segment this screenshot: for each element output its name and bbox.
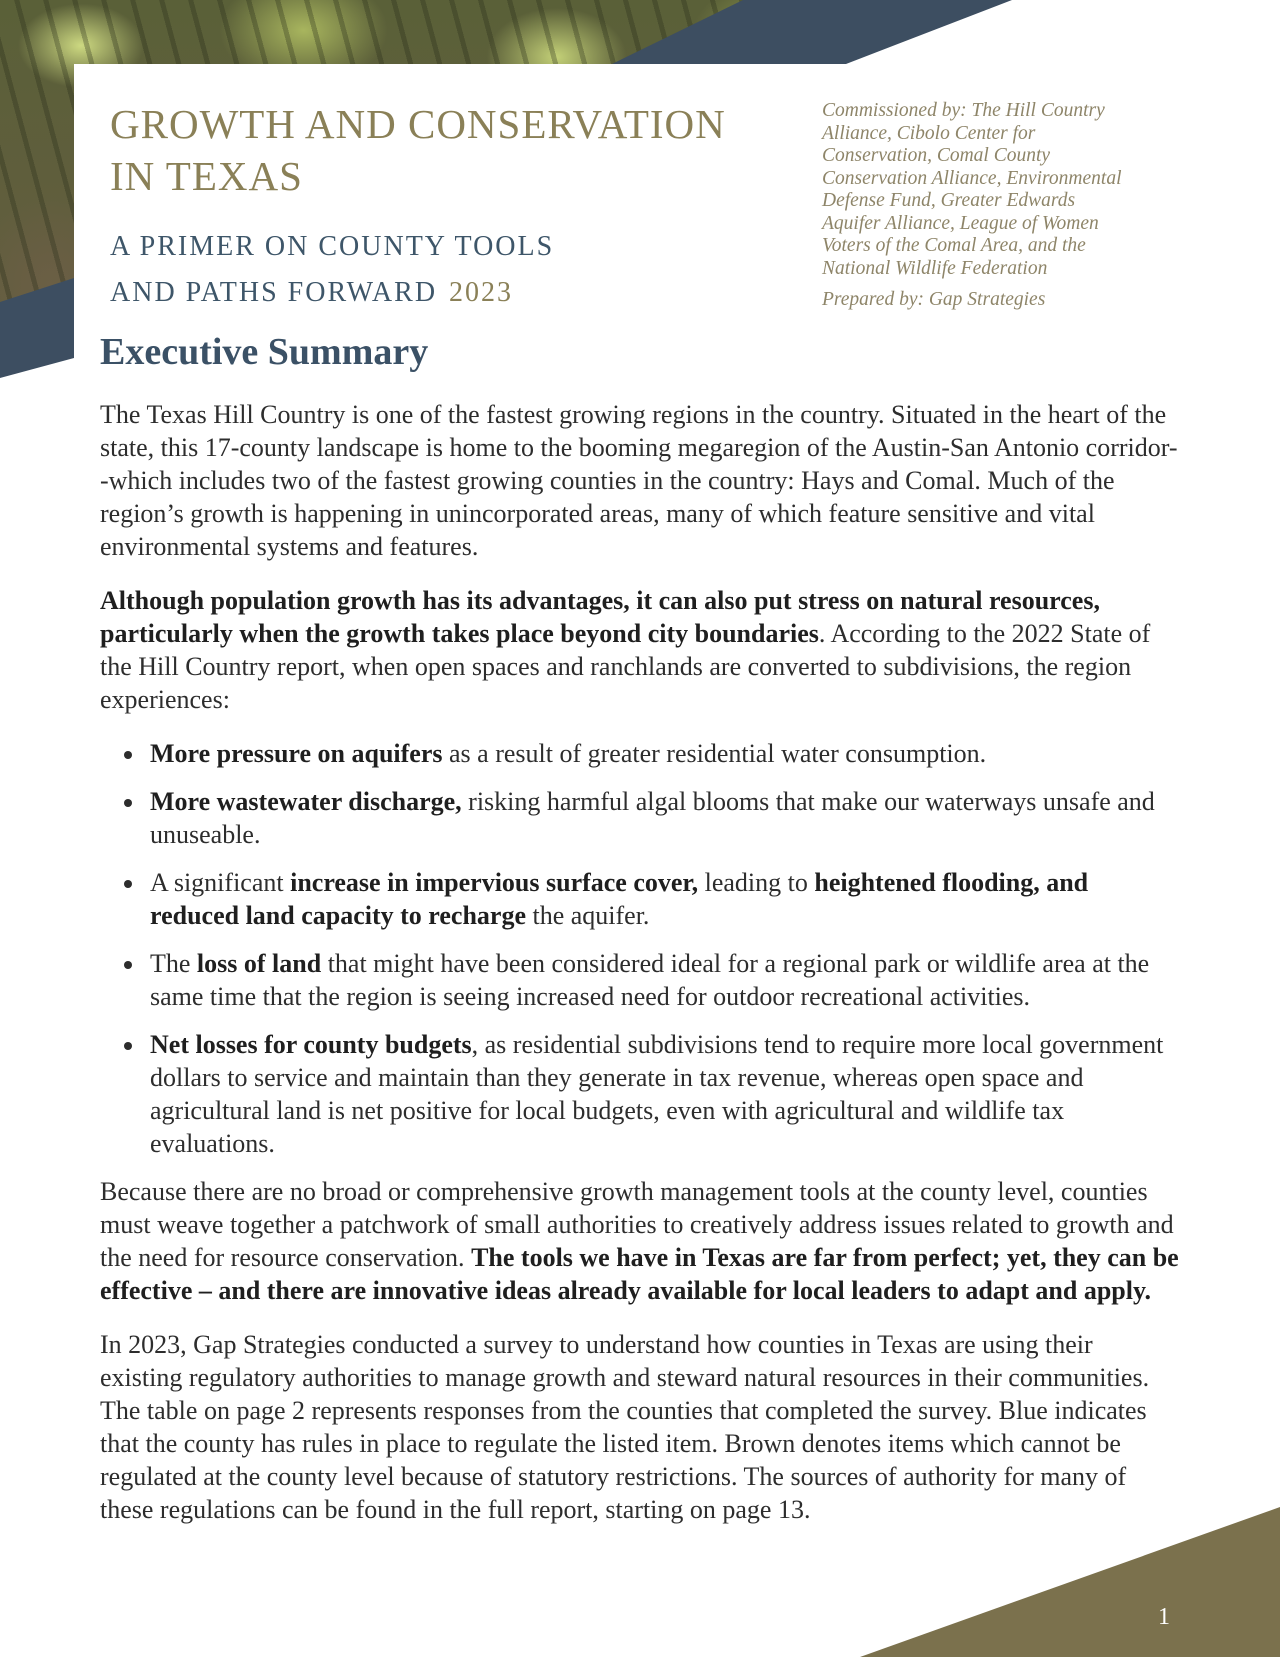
document-title [110, 98, 726, 202]
list-item-aquifers: • More pressure on aquifers as a result of greater residential water consumption. [146, 737, 1180, 770]
bold-run: More pressure on aquifers [150, 739, 443, 768]
list-item-impervious-cover: • A significant increase in impervious surface cover, leading to heightened flooding, and reduced land capacity to recharge the aquifer. [146, 866, 1180, 932]
list-item-loss-of-land: • The loss of land that might have been considered ideal for a regional park or wildlife area at the same time that the region is seeing increased need for outdoor recreational activities. [146, 947, 1180, 1013]
document-subtitle-line1: A PRIMER ON COUNTY TOOLS [110, 231, 555, 262]
paragraph-patchwork: Because there are no broad or comprehensive growth management tools at the county level, counties must weave together a patchwork of small authorities to creatively address issues related to growth and the need for resource conservation. The tools we have in Texas are far from perfect; yet, they can be effective – and there are innovative ideas already available for local leaders to adapt and apply. [100, 1177, 1179, 1305]
document-year: 2023 [449, 277, 514, 308]
commissioned-by-text: Commissioned by: The Hill Country Alliance, Cibolo Center for Conservation, Comal County Conservation Alliance, Environmental Defense Fund, Greater Edwards Aquifer Alliance, League of Women Voters of the Comal Area, and the National Wildlife Federation [822, 100, 1122, 279]
paragraph-survey: In 2023, Gap Strategies conducted a survey to understand how counties in Texas are using their existing regulatory authorities to manage growth and steward natural resources in their communities. The table on page 2 represents responses from the counties that completed the survey. Blue indicates that the county has rules in place to regulate the listed item. Brown denotes items which cannot be regulated at the county level because of statutory restrictions. The sources of authority for many of these regulations can be found in the full report, starting on page 13. [100, 1330, 1150, 1524]
executive-summary-section [100, 330, 1180, 1547]
list-item-wastewater: • More wastewater discharge, risking harmful algal blooms that make our waterways unsafe and unuseable. [146, 785, 1180, 851]
bold-run: loss of land [196, 949, 322, 978]
document-subtitle [110, 224, 726, 316]
page-number: 1 [1158, 1604, 1170, 1630]
bold-run: Although population growth has its advantages, it can also put stress on natural resources, particularly when the growth takes place beyond city boundaries [100, 586, 1100, 648]
prepared-by-text: Prepared by: Gap Strategies [822, 289, 1046, 310]
paragraph-growth-stress: Although population growth has its advantages, it can also put stress on natural resources, particularly when the growth takes place beyond city boundaries. According to the 2022 State of the Hill Country report, when open spaces and ranchlands are converted to subdivisions, the region experiences: [100, 586, 1151, 714]
bold-run: increase in impervious surface cover, [290, 868, 699, 897]
document-title-line2: IN TEXAS [110, 153, 303, 199]
document-subtitle-line2: AND PATHS FORWARD [110, 277, 438, 308]
credits-block [822, 100, 1130, 312]
impact-list [100, 737, 1180, 1160]
bold-run: More wastewater discharge, [150, 787, 462, 816]
section-heading: Executive Summary [100, 331, 429, 373]
title-block [110, 98, 726, 316]
list-item-county-budgets: • Net losses for county budgets, as residential subdivisions tend to require more local government dollars to service and maintain than they generate in tax revenue, whereas open space and agricultural land is net positive for local budgets, even with agricultural and wildlife tax evaluations. [146, 1028, 1180, 1160]
bold-run: heightened flooding, and reduced land capacity to recharge [150, 868, 1089, 930]
paragraph-intro: The Texas Hill Country is one of the fastest growing regions in the country. Situated in the heart of the state, this 17-county landscape is home to the booming megaregion of the Austin-San Antonio corridor--which includes two of the fastest growing counties in the country: Hays and Comal. Much of the region’s growth is happening in unincorporated areas, many of which feature sensitive and vital environmental systems and features. [100, 400, 1178, 561]
bold-run: Net losses for county budgets [150, 1030, 472, 1059]
document-title-line1: GROWTH AND CONSERVATION [110, 101, 726, 147]
bold-run: The tools we have in Texas are far from perfect; yet, they can be effective – and there are innovative ideas already available for local leaders to adapt and apply. [100, 1243, 1179, 1305]
